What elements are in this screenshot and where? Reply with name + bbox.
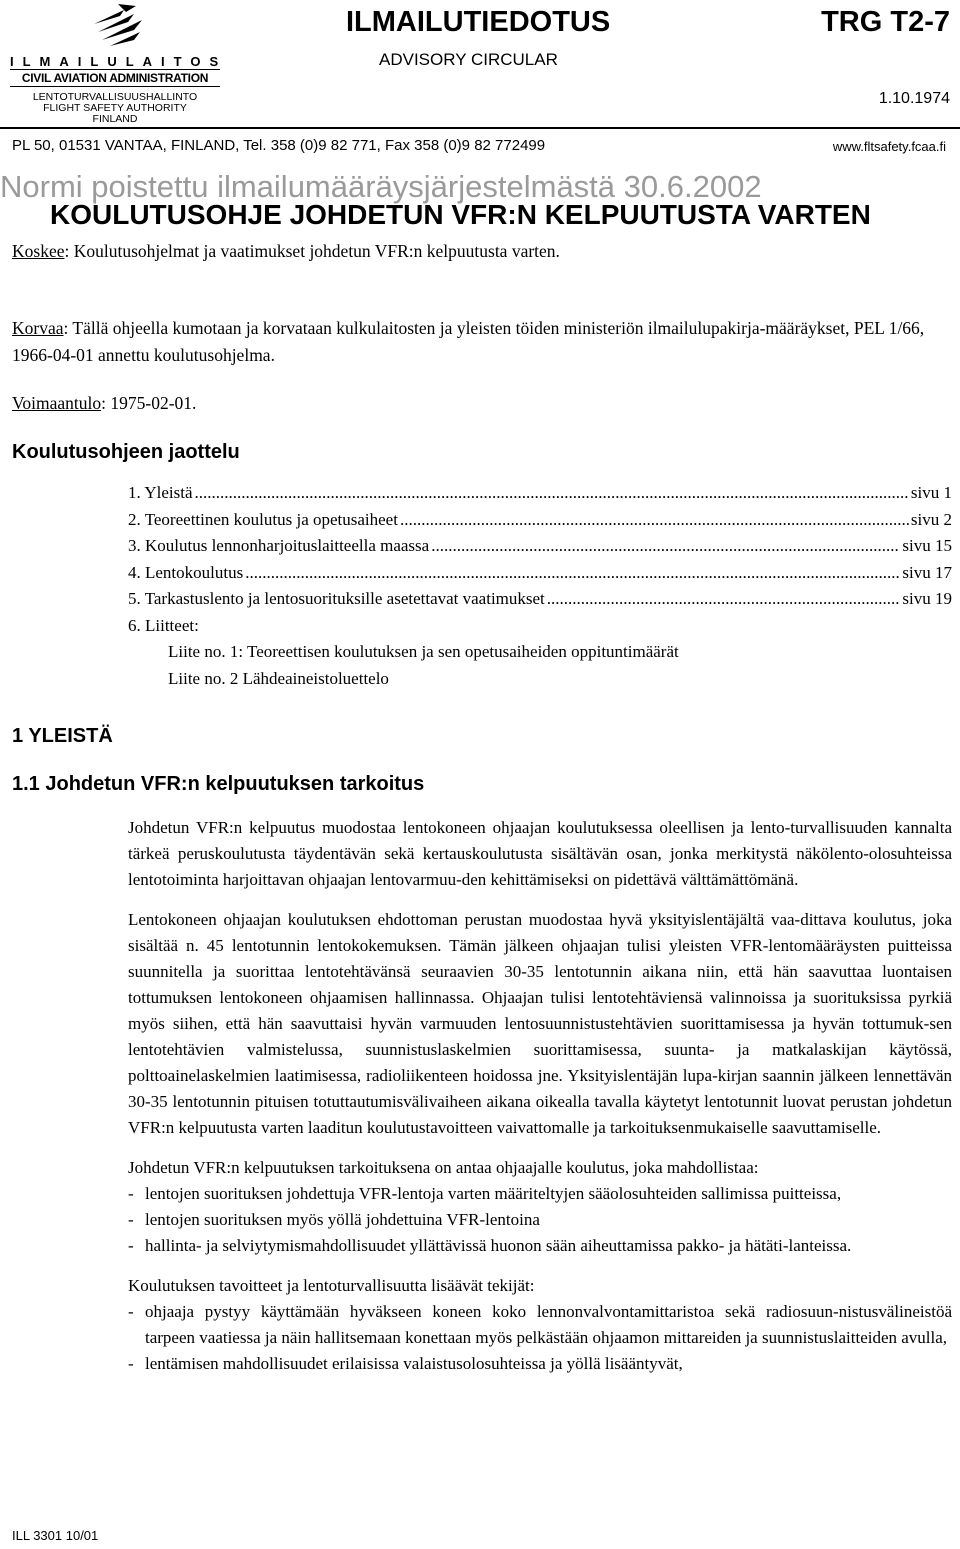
list-item: - ohjaaja pystyy käyttämään hyväkseen koneen koko lennonvalvontamittaristoa sekä radiosuun-nistusvälineistöä tarpeen vaatiessa ja näin hallitsemaan konettaan myös pelkästään ohjaamon mittareiden ja suunnistuslaitteiden avulla, <box>128 1299 952 1351</box>
toc-leader <box>547 586 901 613</box>
header-address: PL 50, 01531 VANTAA, FINLAND, Tel. 358 (0)9 82 771, Fax 358 (0)9 82 772499 <box>12 137 546 154</box>
toc-item-page: sivu 15 <box>902 536 952 555</box>
header-title: ILMAILUTIEDOTUS <box>346 6 611 38</box>
purpose-intro: Johdetun VFR:n kelpuutuksen tarkoituksena on antaa ohjaajalle koulutus, joka mahdollistaa: <box>128 1158 759 1177</box>
korvaa-text: : Tällä ohjeella kumotaan ja korvataan kulkulaitosten ja yleisten töiden ministeriön ilmailulupakirja-määräykset, PEL 1/66, 1966-04-01 annettu koulutusohjelma. <box>12 318 925 365</box>
voimaantulo-line <box>12 390 952 417</box>
toc-leader <box>431 533 900 560</box>
goals-intro: Koulutuksen tavoitteet ja lentoturvallisuutta lisäävät tekijät: <box>128 1276 535 1295</box>
toc-leader <box>400 507 909 534</box>
koskee-text: : Koulutusohjelmat ja vaatimukset johdetun VFR:n kelpuutusta varten. <box>64 241 560 261</box>
paragraph: Lentokoneen ohjaajan koulutuksen ehdottoman perustan muodostaa hyvä yksityislentäjältä vaa-dittava koulutus, joka sisältää n. 45 lentotunnin lentokokemuksen. Tämän jälkeen ohjaajan tulisi yleisten VFR-lentomääräysten puitteissa suunnitella ja suorittaa lentotehtävänsä seuraavien 30-35 lentotunnin aikana niin, että hän saavuttaa luontaisen tottumuksen lentokoneen ohjaamisen hallinnassa. Ohjaajan tulisi lentotehtäviensä valinnoissa ja suorituksissa pyrkiä myös siihen, että hän saavuttaisi hyvän varmuuden lentosuunnistustehtävien suorittamisessa ja hyvän tottumuk-sen lentotehtävien valmistelussa, suunnistuslaskelmien suorittamisessa, suunta- ja matkalaskijan käytössä, polttoainelaskelmien laatimisessa, radioliikenteen hoidossa jne. Yksityislentäjän lupa-kirjan saannin jälkeen lennettävän 30-35 lentotunnin pituisen totuttautumisvälivaiheen aikana oikealla tavalla käytetyt lentotunnit luovat perustan johdetun VFR:n kelpuutusta varten laaditun koulutustavoitteen vaivattomalle ja tarkoituksenmukaiselle saavuttamiselle. <box>128 910 952 1137</box>
toc-item-attachments: 6. Liitteet: <box>128 615 199 635</box>
toc-item-label: 1. Yleistä <box>128 483 193 502</box>
goals-list <box>128 1299 952 1377</box>
list-item: - lentämisen mahdollisuudet erilaisissa valaistusolosuhteissa ja yöllä lisääntyvät, <box>128 1351 952 1377</box>
toc-item-page: sivu 17 <box>902 562 952 582</box>
subsection-heading: 1.1 Johdetun VFR:n kelpuutuksen tarkoitus <box>12 773 425 795</box>
logo-name: ILMAILULAITOS <box>10 54 228 69</box>
toc-attachment-2[interactable]: Liite no. 2 Lähdeaineistoluettelo <box>168 668 389 688</box>
logo <box>10 2 228 125</box>
toc-item[interactable] <box>128 560 952 587</box>
section-heading: 1 YLEISTÄ <box>12 725 113 747</box>
header-subtitle: ADVISORY CIRCULAR <box>379 50 558 69</box>
purpose-block <box>128 1155 952 1259</box>
wings-emblem-icon <box>90 2 146 52</box>
header-website[interactable]: www.fltsafety.fcaa.fi <box>832 139 946 154</box>
koskee-label: Koskee <box>12 241 65 261</box>
toc-item-page: sivu 1 <box>910 483 952 502</box>
toc-item-label: 3. Koulutus lennonharjoituslaitteella maassa <box>128 536 430 555</box>
voimaantulo-text: : 1975-02-01. <box>101 393 197 413</box>
logo-divider <box>10 86 220 87</box>
document-date: 1.10.1974 <box>878 90 950 107</box>
toc-item-label: 2. Teoreettinen koulutus ja opetusaiheet <box>128 509 398 529</box>
footer-code: ILL 3301 10/01 <box>12 1528 99 1543</box>
section-body <box>128 815 952 1377</box>
toc-item[interactable] <box>128 586 952 613</box>
document-title: KOULUTUSOHJE JOHDETUN VFR:N KELPUUTUSTA VARTEN <box>50 199 871 230</box>
toc-item-label: 4. Lentokoulutus <box>128 562 244 582</box>
koskee-line <box>12 238 952 265</box>
toc-item[interactable] <box>128 533 952 560</box>
logo-authority-en: FLIGHT SAFETY AUTHORITY <box>43 102 187 114</box>
purpose-list <box>128 1181 952 1259</box>
toc-item[interactable] <box>128 480 952 507</box>
toc-item-label: 5. Tarkastuslento ja lentosuorituksille asetettavat vaatimukset <box>128 589 545 608</box>
list-item: - hallinta- ja selviytymismahdollisuudet yllättävissä huonon sään aiheuttamissa pakko- ja hätäti-lanteissa. <box>128 1233 952 1259</box>
logo-divider <box>10 69 220 70</box>
paragraph: Johdetun VFR:n kelpuutus muodostaa lentokoneen ohjaajan koulutuksessa oleellisen ja lento-turvallisuuden kannalta tärkeä peruskoulutusta täydentävän sekä kertauskoulutusta sisältävän osan, jonka merkitystä näkölento-olosuhteissa lentotoiminta harjoittavan ohjaajan lentovarmuu-den kehittämiseksi on pidettävä välttämättömänä. <box>128 818 952 889</box>
header-rule <box>0 127 960 129</box>
logo-subname: CIVIL AVIATION ADMINISTRATION <box>21 71 209 85</box>
watermark-notice: Normi poistettu ilmailumääräysjärjestelmästä 30.6.2002 <box>0 169 762 204</box>
korvaa-label: Korvaa <box>12 318 64 338</box>
list-item: - lentojen suorituksen johdettuja VFR-lentoja varten määriteltyjen sääolosuhteiden sallimissa puitteissa, <box>128 1181 952 1207</box>
korvaa-line <box>12 315 952 369</box>
goals-block <box>128 1273 952 1377</box>
list-item: - lentojen suorituksen myös yöllä johdettuina VFR-lentoina <box>128 1207 952 1233</box>
toc-item-page: sivu 2 <box>910 509 952 529</box>
voimaantulo-label: Voimaantulo <box>12 393 102 413</box>
toc-leader <box>245 560 900 587</box>
document-code: TRG T2-7 <box>821 6 950 38</box>
toc-leader <box>195 480 909 507</box>
logo-authority-fi: LENTOTURVALLISUUSHALLINTO <box>32 91 198 103</box>
toc-attachment-1[interactable]: Liite no. 1: Teoreettisen koulutuksen ja sen opetusaiheiden oppituntimäärät <box>168 642 679 661</box>
toc-item[interactable] <box>128 507 952 534</box>
toc-heading: Koulutusohjeen jaottelu <box>12 441 240 463</box>
logo-country: FINLAND <box>92 113 138 125</box>
table-of-contents <box>128 480 952 692</box>
toc-item-page: sivu 19 <box>902 589 952 608</box>
